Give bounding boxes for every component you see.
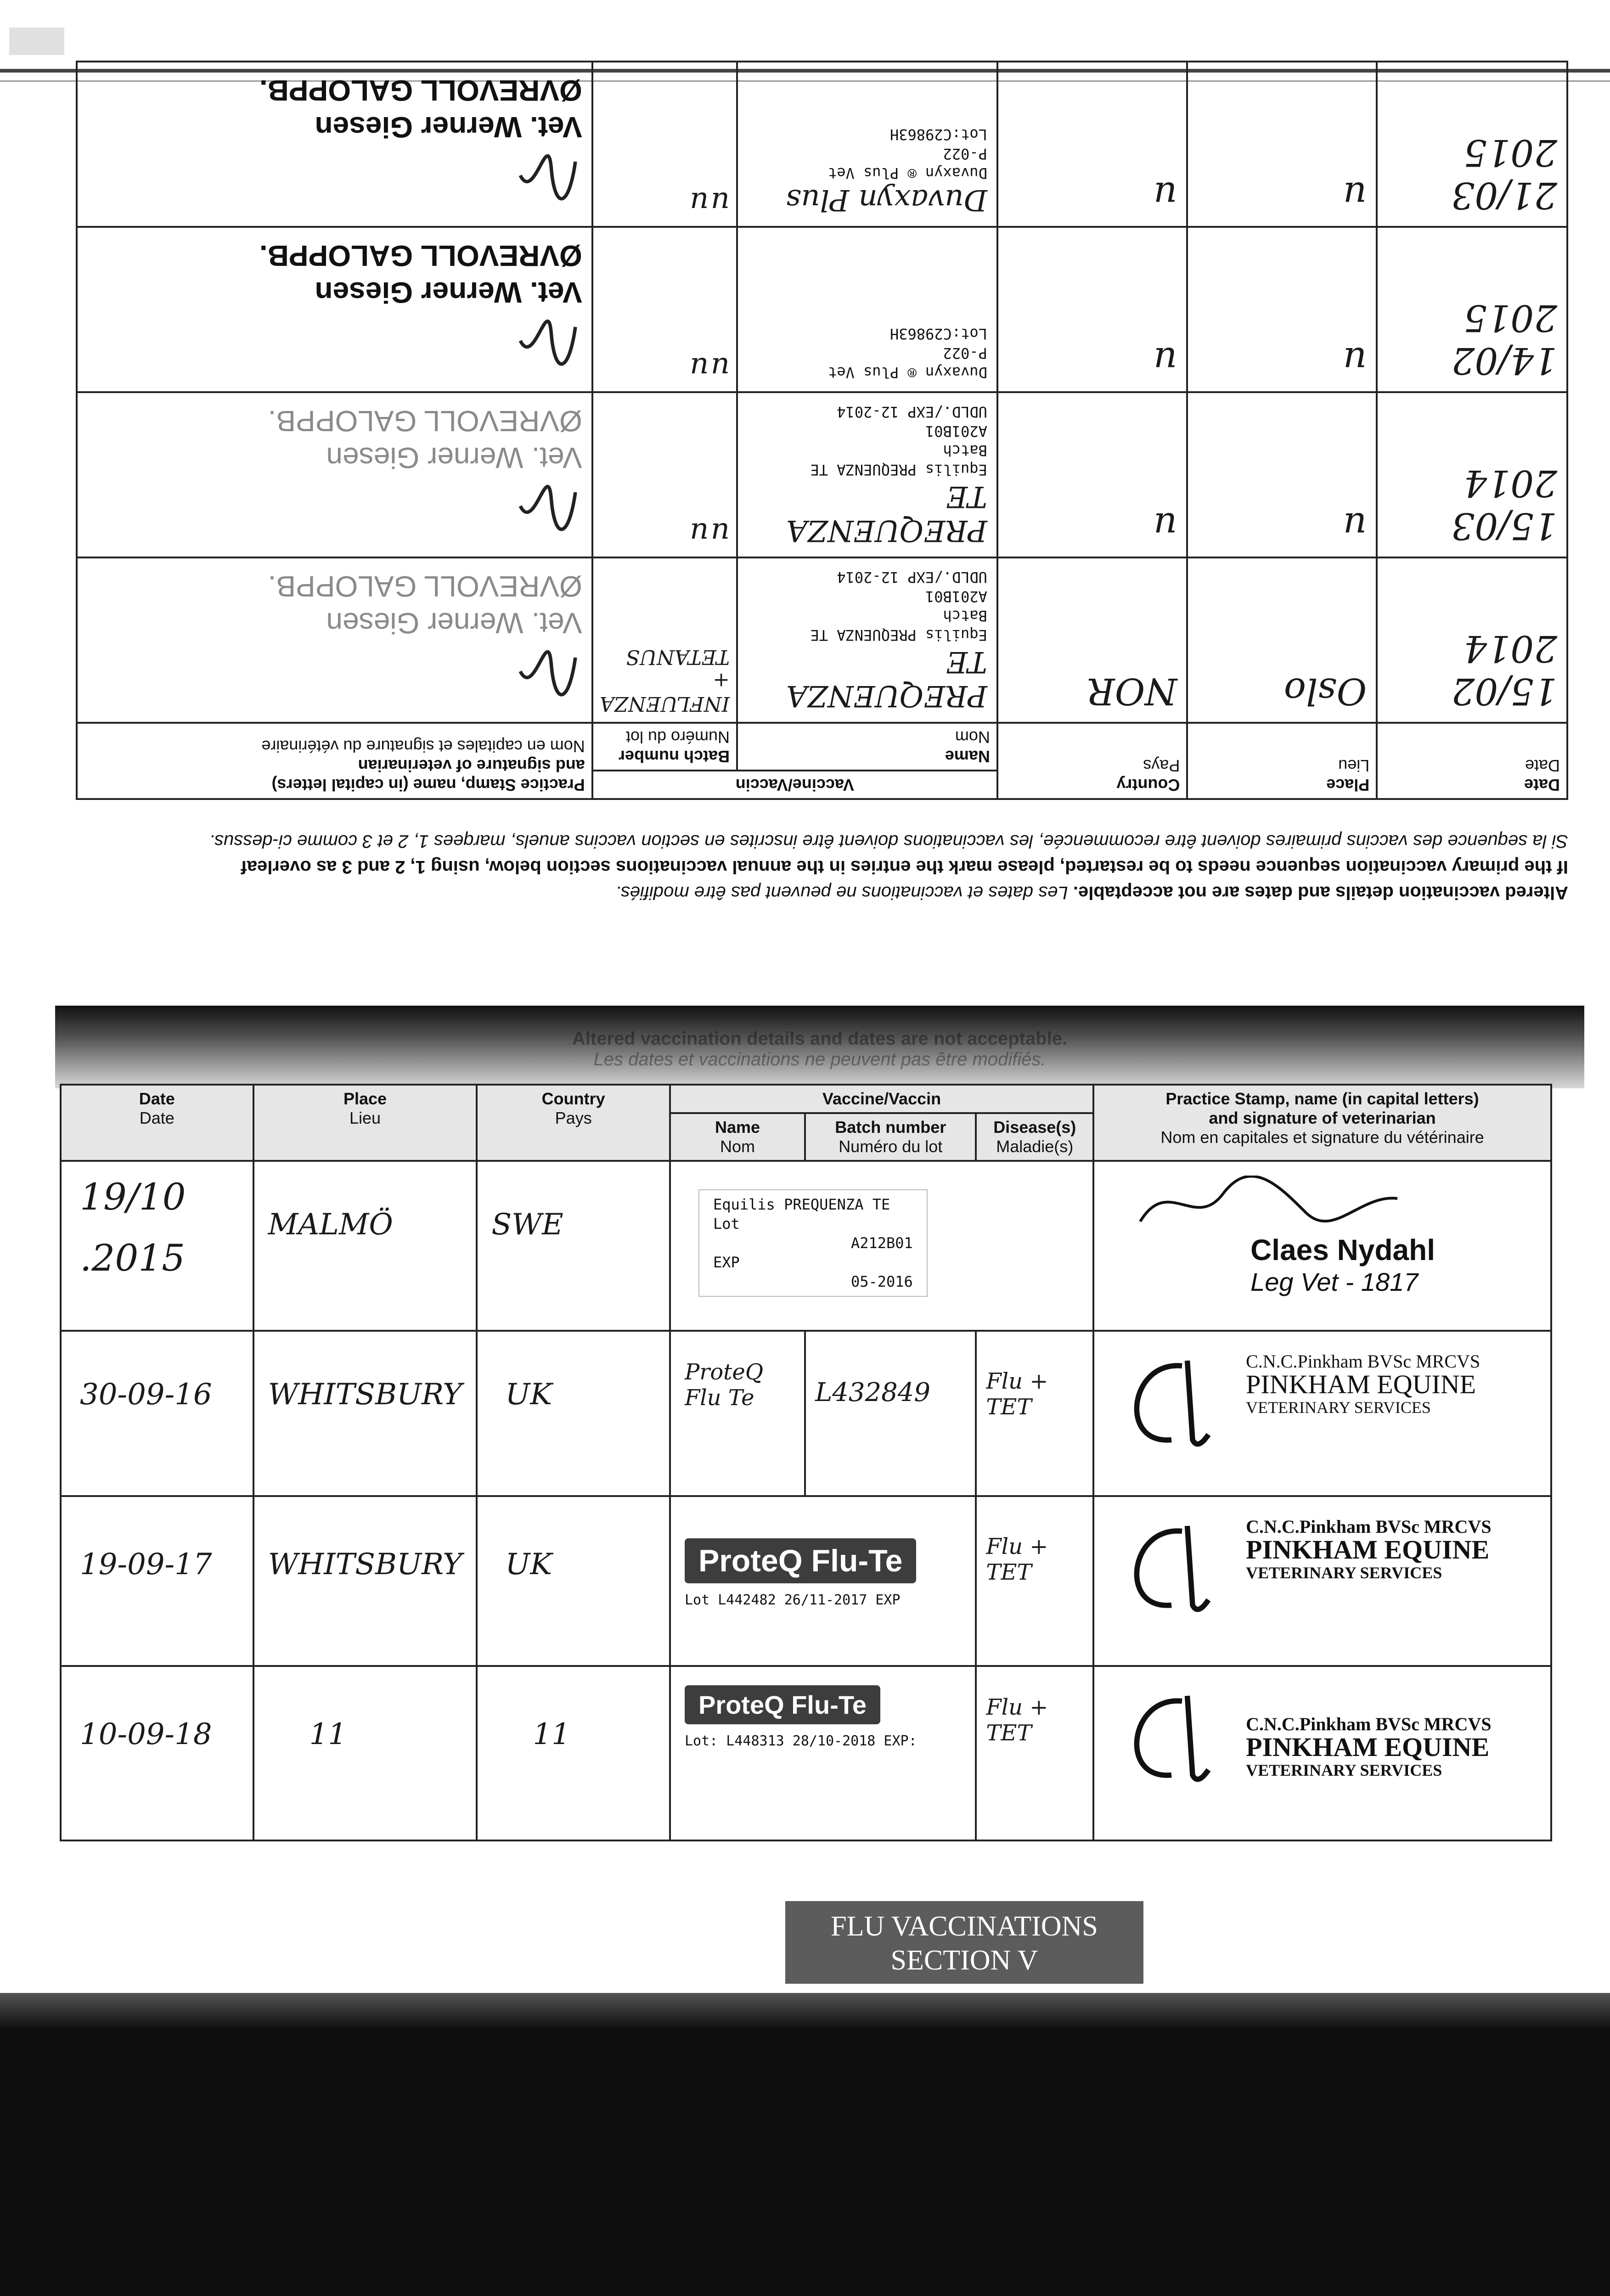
vet-name: Vet. Werner Giesen: [315, 276, 582, 309]
vaccine-name: ProteQ Flu-Te: [685, 1685, 880, 1724]
practice-stamp-line1: C.N.C.Pinkham BVSc MRCVS: [1246, 1516, 1492, 1537]
signature-icon: [1131, 1176, 1407, 1231]
vaccine-name: ProteQ Flu-Te: [685, 1538, 917, 1583]
section-label: FLU VACCINATIONS SECTION V: [785, 1901, 1143, 1984]
table-row: 19/10 .2015 MALMÖ SWE Equilis PREQUENZA TE Lot A212B01 EXP 05-2016 Claes Nydahl Leg Vet - 1817: [61, 1161, 1551, 1331]
upper-notes: [76, 805, 1568, 906]
restart-note: If the primary vaccination sequence needs to be restarted, please mark the entries in the annual vaccinations section below, using 1, 2 and 3 as overleaf: [241, 857, 1568, 877]
table-row: 19-09-17 WHITSBURY UK ProteQ Flu-Te Lot L442482 26/11-2017 EXP Flu + TET C.N.C.Pinkham BVSc MRCVS PINKHAM EQUINE VETERINARY SERVICES: [61, 1496, 1551, 1666]
batch-sticker: Duvaxyn ® Plus Vet P-022 Lot:C29863H: [828, 126, 987, 182]
header-batch: Batch number Numéro du lot: [592, 723, 737, 771]
upper-header-row-1: [77, 771, 1567, 799]
signature-icon: [513, 644, 582, 713]
header-name: Name Nom: [670, 1113, 805, 1161]
vet-place: ØVREVOLL GALOPPB.: [259, 74, 582, 107]
batch-sticker: Duvaxyn ® Plus Vet P-022 Lot:C29863H: [828, 325, 987, 381]
lower-vaccination-table: [60, 1084, 1552, 1841]
vet-name: Vet. Werner Giesen: [326, 607, 582, 640]
batch-sticker: Equilis PREQUENZA TE Batch A201B01 UDLD./EXP 12-2014: [810, 403, 987, 478]
practice-stamp-line1: C.N.C.Pinkham BVSc MRCVS: [1246, 1714, 1492, 1734]
vaccine-name: PREQUENZA TE: [786, 479, 987, 547]
table-row: 30-09-16 WHITSBURY UK ProteQ Flu Te L432849 Flu + TET C.N.C.Pinkham BVSc MRCVS PINKHAM EQUINE VETERINARY SERVICES: [61, 1331, 1551, 1496]
vet-name: Vet. Werner Giesen: [315, 111, 582, 144]
lower-header-row-1: [61, 1085, 1551, 1113]
signature-icon: [513, 313, 582, 382]
header-disease: Disease(s) Maladie(s): [976, 1113, 1093, 1161]
header-stamp: Practice Stamp, name (in capital letters) and signature of veterinarian Nom en capitales et signature du vétérinaire: [1093, 1085, 1551, 1161]
table-row: 15/02 2014 Oslo NOR PREQUENZA TE Equilis PREQUENZA TE Batch A201B01 UDLD./EXP 12-2014 INFLUENZA + TETANUS Vet. Werner Giesen ØVREVOLL GALOPPB.: [77, 557, 1567, 723]
vet-place: ØVREVOLL GALOPPB.: [268, 570, 582, 603]
scanner-dark-area: [0, 1993, 1610, 2296]
scan-artifact: [9, 28, 64, 55]
altered-note-fr: Les dates et vaccinations ne peuvent pas être modifiés.: [615, 883, 1068, 903]
altered-note: Altered vaccination details and dates are not acceptable.: [1073, 883, 1568, 903]
practice-stamp-line1: C.N.C.Pinkham BVSc MRCVS: [1246, 1351, 1481, 1372]
table-row: 15/03 2014 u u PREQUENZA TE Equilis PREQUENZA TE Batch A201B01 UDLD./EXP 12-2014 u u Vet. Werner Giesen ØVREVOLL GALOPPB.: [77, 392, 1567, 557]
vaccine-name: Duvaxyn Plus: [786, 183, 987, 217]
vet-name: Vet. Werner Giesen: [326, 441, 582, 474]
header-date: Date Date: [61, 1085, 253, 1161]
header-vaccine: Vaccine/Vaccin: [592, 771, 997, 799]
header-country: Country Pays: [477, 1085, 670, 1161]
signature-icon: [513, 478, 582, 547]
practice-stamp-line3: VETERINARY SERVICES: [1246, 1564, 1442, 1582]
table-row: 14/02 2015 u u Duvaxyn ® Plus Vet P-022 Lot:C29863H u u Vet. Werner Giesen ØVREVOLL GALOPPB.: [77, 227, 1567, 392]
header-date: Date Date: [1377, 723, 1567, 799]
vet-license: Leg Vet - 1817: [1250, 1267, 1419, 1296]
signature-icon: [1108, 1515, 1214, 1621]
vet-name: Claes Nydahl: [1250, 1233, 1435, 1266]
restart-note-fr: Si la sequence des vaccins primaires doivent être recommencée, les vaccinations doivent être inscrites en section vaccins anuels, marqees 1, 2 et 3 comme ci-dessus.: [209, 831, 1568, 851]
header-batch: Batch number Numéro du lot: [805, 1113, 976, 1161]
vaccine-name: PREQUENZA TE: [786, 645, 987, 713]
signature-icon: [1108, 1685, 1214, 1791]
scan-shadow-band: [55, 1006, 1584, 1088]
header-place: Place Lieu: [253, 1085, 477, 1161]
signature-icon: [1108, 1350, 1214, 1456]
header-stamp: Practice Stamp, name (in capital letters) and signature of veterinarian Nom en capitales et signature du vétérinaire: [77, 723, 592, 799]
header-country: Country Pays: [997, 723, 1187, 799]
batch-sticker: Equilis PREQUENZA TE Batch A201B01 UDLD./EXP 12-2014: [810, 568, 987, 644]
practice-stamp-line3: VETERINARY SERVICES: [1246, 1761, 1442, 1779]
table-row: 10-09-18 11 11 ProteQ Flu-Te Lot: L448313 28/10-2018 EXP: Flu + TET C.N.C.Pinkham BVSc MRCVS PINKHAM EQUINE VETERINARY SERVICES: [61, 1666, 1551, 1840]
practice-stamp-line2: PINKHAM EQUINE: [1246, 1732, 1490, 1762]
header-vaccine: Vaccine/Vaccin: [670, 1085, 1093, 1113]
upper-vaccination-panel: [76, 74, 1568, 906]
header-name: Name Nom: [737, 723, 997, 771]
upper-vaccination-table: [76, 61, 1568, 800]
practice-stamp-line2: PINKHAM EQUINE: [1246, 1369, 1476, 1399]
signature-icon: [513, 148, 582, 217]
header-place: Place Lieu: [1187, 723, 1377, 799]
vet-place: ØVREVOLL GALOPPB.: [268, 405, 582, 438]
batch-number: Lot L442482 26/11-2017 EXP: [684, 1592, 901, 1608]
practice-stamp-line3: VETERINARY SERVICES: [1246, 1398, 1431, 1417]
vet-place: ØVREVOLL GALOPPB.: [259, 239, 582, 272]
band-text: Altered vaccination details and dates are not acceptable.: [572, 1029, 1068, 1049]
batch-sticker: Equilis PREQUENZA TE Lot A212B01 EXP 05-2016: [698, 1189, 928, 1297]
batch-number: Lot: L448313 28/10-2018 EXP:: [684, 1733, 917, 1749]
table-row: 21/03 2015 u u Duvaxyn Plus Duvaxyn ® Plus Vet P-022 Lot:C29863H u u Vet. Werner Giesen ØVREVOLL GALOPPB.: [77, 62, 1567, 227]
band-text-fr: Les dates et vaccinations ne peuvent pas être modifiés.: [593, 1049, 1046, 1069]
practice-stamp-line2: PINKHAM EQUINE: [1246, 1535, 1490, 1564]
